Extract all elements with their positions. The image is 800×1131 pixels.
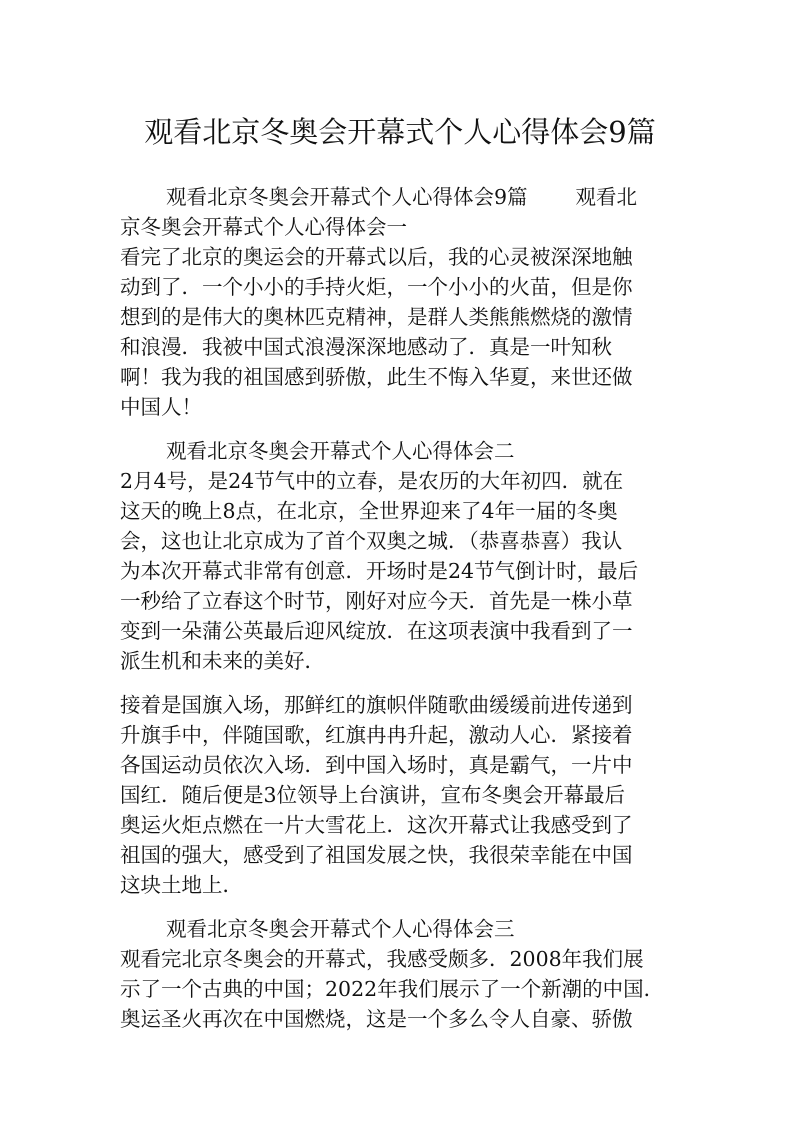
paragraph-line: 升旗手中，伴随国歌，红旗冉冉升起，激动人心．紧接着 bbox=[120, 723, 633, 747]
intro-line-1 bbox=[166, 182, 637, 212]
paragraph-line: 看完了北京的奥运会的开幕式以后，我的心灵被深深地触 bbox=[120, 245, 633, 269]
paragraph-line: 奥运圣火再次在中国燃烧，这是一个多么令人自豪、骄傲 bbox=[120, 1007, 633, 1031]
paragraph-line: 中国人！ bbox=[120, 395, 202, 419]
intro-subtitle-start: 观看北 bbox=[575, 185, 638, 209]
paragraph-line: 奥运火炬点燃在一片大雪花上．这次开幕式让我感受到了 bbox=[120, 813, 633, 837]
paragraph-line: 这天的晚上8点，在北京，全世界迎来了4年一届的冬奥 bbox=[120, 499, 618, 523]
paragraph-line: 2月4号，是24节气中的立春，是农历的大年初四．就在 bbox=[120, 469, 624, 493]
paragraph-line: 会，这也让北京成为了首个双奥之城．（恭喜恭喜）我认 bbox=[120, 529, 623, 553]
paragraph-line: 国红．随后便是3位领导上台演讲，宣布冬奥会开幕最后 bbox=[120, 783, 626, 807]
section-2-heading: 观看北京冬奥会开幕式个人心得体会二 bbox=[166, 439, 515, 463]
paragraph-line: 派生机和未来的美好． bbox=[120, 649, 325, 673]
section-3-heading: 观看北京冬奥会开幕式个人心得体会三 bbox=[166, 917, 515, 941]
paragraph-line: 观看完北京冬奥会的开幕式，我感受颇多．2008年我们展 bbox=[120, 947, 644, 971]
paragraph-line: 各国运动员依次入场．到中国入场时，真是霸气，一片中 bbox=[120, 753, 633, 777]
document-title: 观看北京冬奥会开幕式个人心得体会9篇 bbox=[144, 115, 656, 149]
paragraph-line: 和浪漫．我被中国式浪漫深深地感动了．真是一叶知秋 bbox=[120, 335, 612, 359]
paragraph-line: 接着是国旗入场，那鲜红的旗帜伴随歌曲缓缓前进传递到 bbox=[120, 693, 633, 717]
paragraph-line: 为本次开幕式非常有创意．开场时是24节气倒计时，最后 bbox=[120, 559, 639, 583]
paragraph-line: 示了一个古典的中国；2022年我们展示了一个新潮的中国． bbox=[120, 977, 665, 1001]
paragraph-line: 变到一朵蒲公英最后迎风绽放．在这项表演中我看到了一 bbox=[120, 619, 633, 643]
paragraph-line: 这块土地上． bbox=[120, 873, 243, 897]
paragraph-line: 想到的是伟大的奥林匹克精神，是群人类熊熊燃烧的激情 bbox=[120, 305, 633, 329]
paragraph-line: 啊！我为我的祖国感到骄傲，此生不悔入华夏，来世还做 bbox=[120, 365, 633, 389]
intro-doc-title: 观看北京冬奥会开幕式个人心得体会9篇 bbox=[166, 185, 528, 209]
paragraph-line: 动到了．一个小小的手持火炬，一个小小的火苗，但是你 bbox=[120, 275, 633, 299]
section-1-heading-cont: 京冬奥会开幕式个人心得体会一 bbox=[120, 215, 407, 239]
paragraph-line: 祖国的强大，感受到了祖国发展之快，我很荣幸能在中国 bbox=[120, 843, 633, 867]
paragraph-line: 一秒给了立春这个时节，刚好对应今天．首先是一株小草 bbox=[120, 589, 633, 613]
